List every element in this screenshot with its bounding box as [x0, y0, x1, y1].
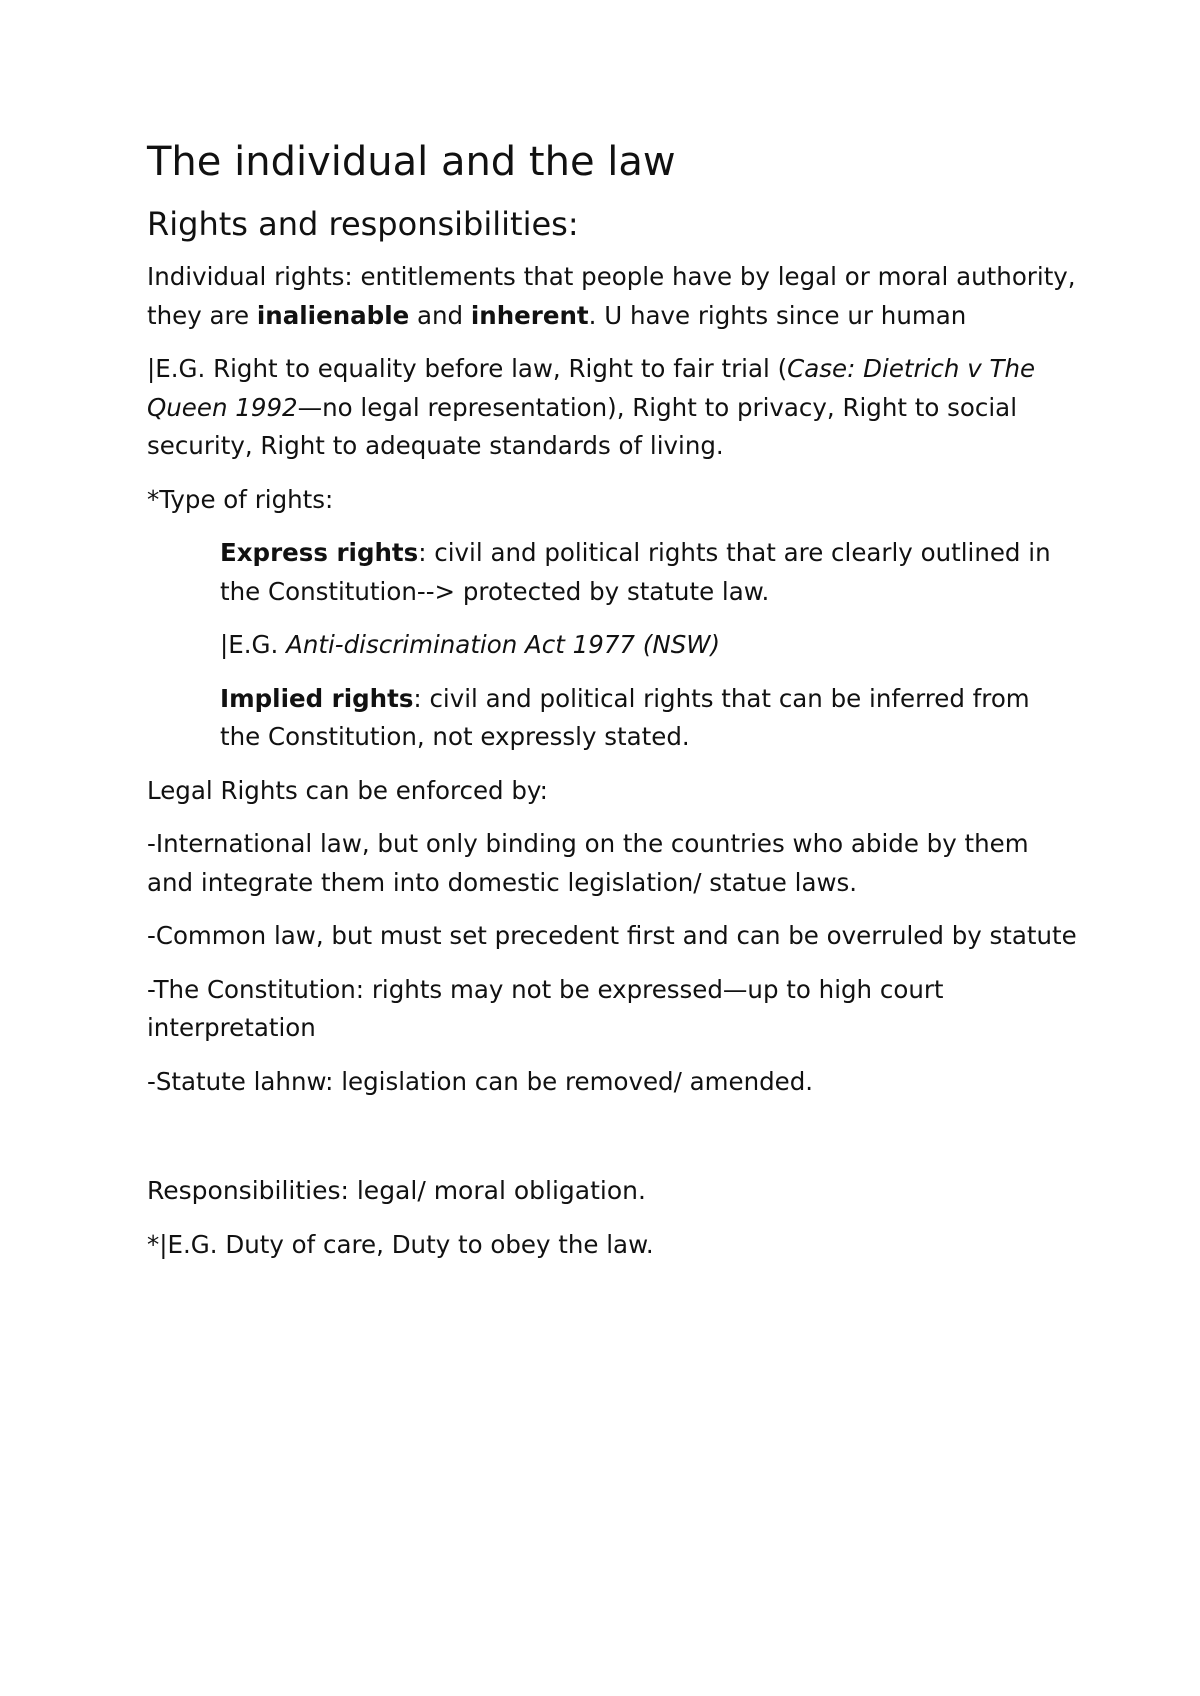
enforcement-item-international: -International law, but only binding on the countries who abide by them and integrate them into domestic legislation/ statue laws. — [147, 829, 1029, 897]
enforcement-item-common-law: -Common law, but must set precedent first and can be overruled by statute — [147, 921, 1077, 950]
act-citation: Anti-discrimination Act 1977 (NSW) — [286, 630, 721, 659]
express-example-lead: |E.G. — [220, 630, 287, 659]
rights-examples-tail: —no legal representation), Right to privacy, Right to social security, Right to adequate standards of living. — [147, 392, 1018, 460]
individual-rights-paragraph — [147, 258, 1077, 335]
express-rights-term: Express rights — [220, 538, 419, 567]
individual-rights-lead: Individual rights: entitlements that people have by legal or moral authority, they are — [147, 262, 1076, 330]
responsibilities-example: *|E.G. Duty of care, Duty to obey the law. — [147, 1229, 654, 1259]
individual-rights-tail: . U have rights since ur human — [588, 300, 967, 330]
enforced-heading: Legal Rights can be enforced by: — [147, 775, 548, 805]
responsibilities-heading: Responsibilities: legal/ moral obligation. — [147, 1176, 646, 1205]
rights-examples-lead: |E.G. Right to equality before law, Right to fair trial ( — [147, 354, 788, 383]
enforcement-item-constitution: -The Constitution: rights may not be expressed—up to high court interpretation — [147, 974, 944, 1042]
case-citation: Case: Dietrich v The Queen 1992 — [147, 354, 1036, 422]
section-subtitle: Rights and responsibilities: — [147, 205, 579, 243]
types-heading: *Type of rights: — [147, 484, 334, 514]
express-rights-desc: : civil and political rights that are clearly outlined in the Constitution--> protected by statute law. — [220, 538, 1051, 606]
enforcement-item-statute: -Statute lahnw: legislation can be removed/ amended. — [147, 1066, 814, 1096]
express-rights-paragraph — [220, 534, 1077, 611]
document-body — [147, 138, 1077, 1279]
rights-examples-paragraph — [147, 350, 1077, 466]
page-title: The individual and the law — [147, 139, 676, 185]
express-rights-example — [220, 626, 1077, 665]
inalienable-term: inalienable — [256, 300, 410, 330]
implied-rights-paragraph — [220, 680, 1077, 757]
implied-rights-desc: : civil and political rights that can be inferred from the Constitution, not expressly stated. — [220, 683, 1030, 751]
individual-rights-mid: and — [409, 300, 471, 330]
implied-rights-term: Implied rights — [220, 683, 414, 713]
inherent-term: inherent — [470, 300, 589, 330]
